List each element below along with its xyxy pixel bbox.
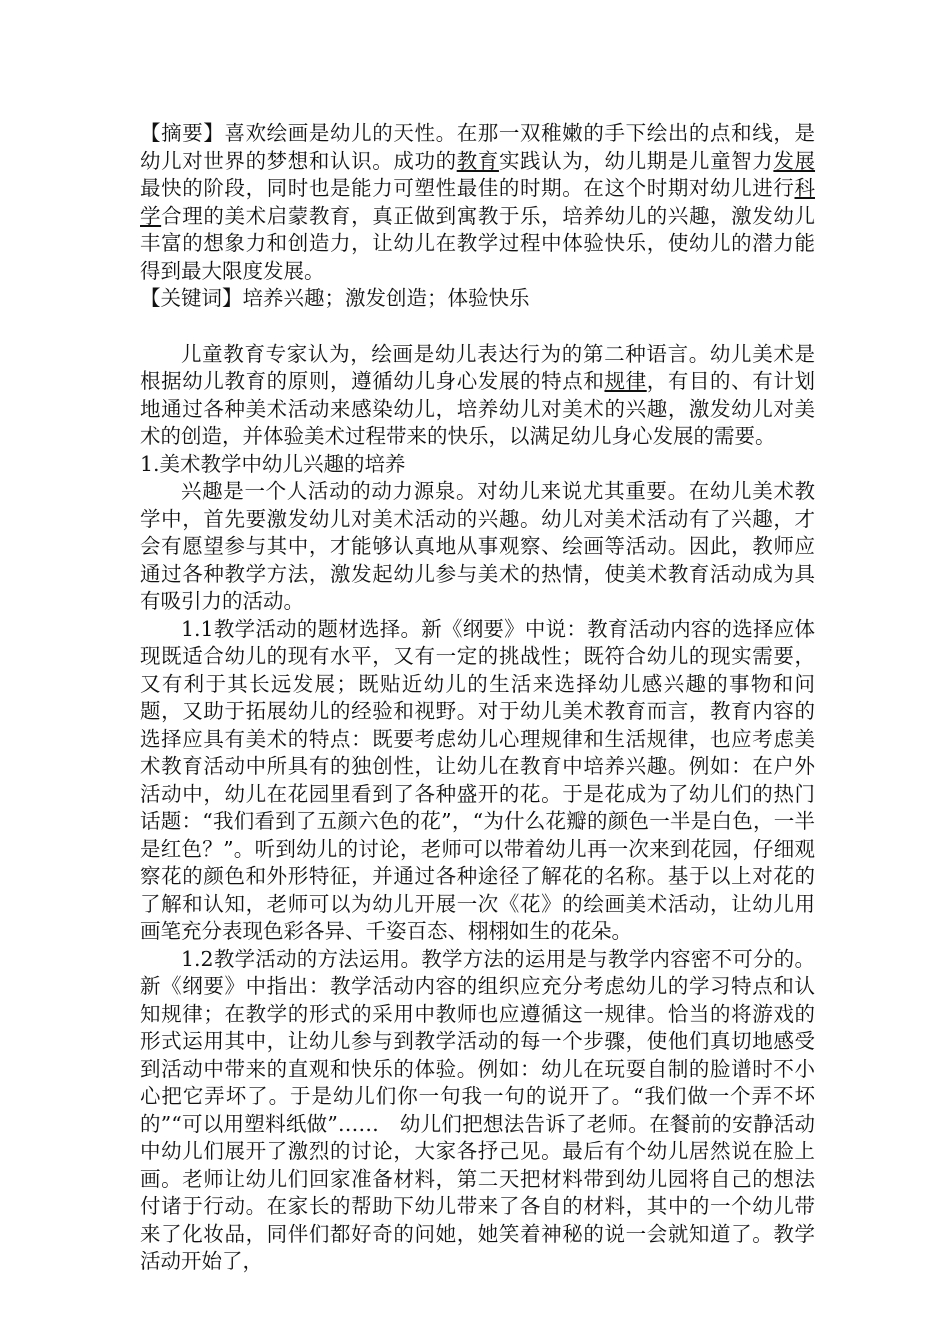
intro-paragraph <box>140 341 815 451</box>
section-paragraph-method: 1.2教学活动的方法运用。教学方法的运用是与教学内容密不可分的。新《纲要》中指出：教学活动内容的组织应充分考虑幼儿的学习特点和认知规律；在教学的形式的采用中教师也应遵循这一规律。恰当的将游戏的形式运用其中，让幼儿参与到教学活动的每一个步骤，使他们真切地感受到活动中带来的直观和快乐的体验。例如：幼儿在玩耍自制的脸谱时不小心把它弄坏了。于是幼儿们你一句我一句的说开了。“我们做一个弄不坏的”“可以用塑料纸做”…… 幼儿们把想法告诉了老师。在餐前的安静活动中幼儿们展开了激烈的讨论，大家各抒己见。最后有个幼儿居然说在脸上画。老师让幼儿们回家准备材料，第二天把材料带到幼儿园将自己的想法付诸于行动。在家长的帮助下幼儿带来了各自的材料，其中的一个幼儿带来了化妆品，同伴们都好奇的问她，她笑着神秘的说一会就知道了。教学活动开始了， <box>140 946 815 1273</box>
keywords-label: 【关键词】 <box>140 286 243 310</box>
abstract-label: 【摘要】 <box>140 121 225 145</box>
keywords-text: 培养兴趣；激发创造；体验快乐 <box>242 286 530 310</box>
intro-text-2: ，有目的、有计划地通过各种美术活动来感染幼儿，培养幼儿对美术的兴趣，激发幼儿对美术的创造，并体验美术过程带来的快乐，以满足幼儿身心发展的需要。 <box>140 369 816 448</box>
section-heading: 1.美术教学中幼儿兴趣的培养 <box>140 451 406 476</box>
paragraph-spacer <box>140 313 815 341</box>
link-education[interactable]: 教育 <box>456 148 499 173</box>
document-body <box>140 120 815 1276</box>
intro-text-1: 儿童教育专家认为，绘画是幼儿表达行为的第二种语言。幼儿美术是根据幼儿教育的原则，遵循幼儿身心发展的特点和 <box>140 341 815 393</box>
keywords-paragraph <box>140 285 815 313</box>
abstract-text-4: 合理的美术启蒙教育，真正做到寓教于乐，培养幼儿的兴趣，激发幼儿丰富的想象力和创造力，让幼儿在教学过程中体验快乐，使幼儿的潜力能得到最大限度发展。 <box>140 203 816 283</box>
abstract-paragraph <box>140 120 815 285</box>
section-paragraph-interest: 兴趣是一个人活动的动力源泉。对幼儿来说尤其重要。在幼儿美术教学中，首先要激发幼儿对美术活动的兴趣。幼儿对美术活动有了兴趣，才会有愿望参与其中，才能够认真地从事观察、绘画等活动。因此，教师应通过各种教学方法，激发起幼儿参与美术的热情，使美术教育活动成为具有吸引力的活动。 <box>140 479 815 613</box>
abstract-text-2: 实践认为，幼儿期是儿童智力 <box>498 148 774 173</box>
abstract-text-1: 喜欢绘画是幼儿的天性。在那一双稚嫩的手下绘出的点和线，是幼儿对世界的梦想和认识。成功的 <box>140 121 815 173</box>
link-development[interactable]: 发展 <box>773 148 816 173</box>
abstract-text-3: 最快的阶段，同时也是能力可塑性最佳的时期。在这个时期对幼儿进行 <box>140 176 795 200</box>
link-science[interactable]: 科学 <box>140 176 815 228</box>
link-law[interactable]: 规律 <box>604 369 647 393</box>
section-paragraph-topic-selection: 1.1教学活动的题材选择。新《纲要》中说：教育活动内容的选择应体现既适合幼儿的现有水平，又有一定的挑战性；既符合幼儿的现实需要，又有利于其长远发展；既贴近幼儿的生活来选择幼儿感兴趣的事物和问题，又助于拓展幼儿的经验和视野。对于幼儿美术教育而言，教育内容的选择应具有美术的特点：既要考虑幼儿心理规律和生活规律，也应考虑美术教育活动中所具有的独创性，让幼儿在教育中培养兴趣。例如：在户外活动中，幼儿在花园里看到了各种盛开的花。于是花成为了幼儿们的热门话题：“我们看到了五颜六色的花”，“为什么花瓣的颜色一半是白色，一半是红色？”。听到幼儿的讨论，老师可以带着幼儿再一次来到花园，仔细观察花的颜色和外形特征，并通过各种途径了解花的名称。基于以上对花的了解和认知，老师可以为幼儿开展一次《花》的绘画美术活动，让幼儿用画笔充分表现色彩各异、千姿百态、栩栩如生的花朵。 <box>140 616 815 943</box>
